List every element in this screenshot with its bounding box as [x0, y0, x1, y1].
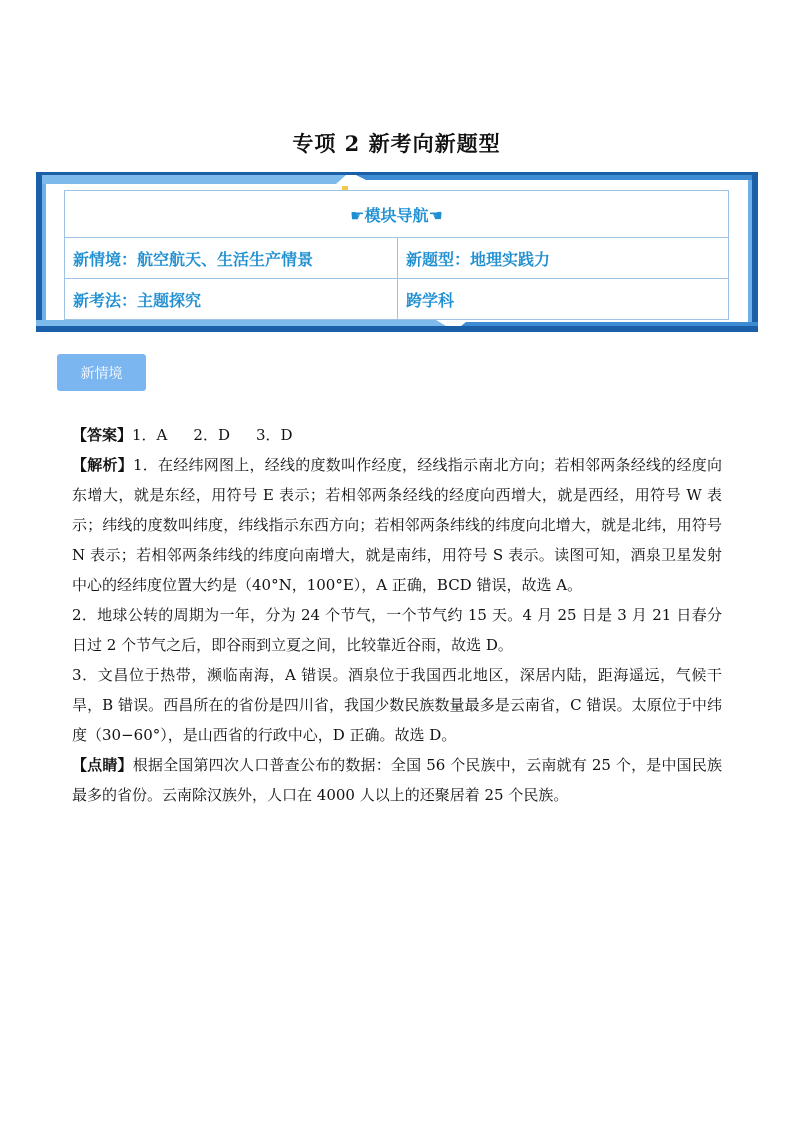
answer-label: 【答案】 — [72, 426, 133, 444]
answer-item: 2．D — [193, 426, 230, 444]
analysis-paragraph-1 — [72, 450, 722, 600]
nav-cell-new-question-type: 新题型：地理实践力 — [398, 238, 729, 279]
analysis-text-1: 1．在经纬网图上，经线的度数叫作经度，经线指示南北方向；若相邻两条经线的经度向东增大，就是东经，用符号 E 表示；若相邻两条经线的经度向西增大，就是西经，用符号 W 表示；纬线的度数叫纬度，纬线指示东西方向；若相邻两条纬线的纬度向北增大，就是北纬，用符号 N 表示；若相邻两条纬线的纬度向南增大，就是南纬，用符号 S 表示。读图可知，酒泉卫星发射中心的经纬度位置大约是（40°N，100°E），A 正确，BCD 错误，故选 A。 — [72, 456, 722, 594]
page-title: 专项 2 新考向新题型 — [292, 131, 501, 156]
tip-paragraph — [72, 750, 722, 810]
answer-item: 3．D — [255, 426, 293, 444]
answer-item: 1．A — [132, 426, 168, 444]
analysis-paragraph-3: 3．文昌位于热带，濒临南海，A 错误。酒泉位于我国西北地区，深居内陆，距海遥远，气候干旱，B 错误。西昌所在的省份是四川省，我国少数民族数量最多是云南省，C 错误。太原位于中纬度（30−60°），是山西省的行政中心，D 正确。故选 D。 — [72, 666, 722, 744]
answer-line — [72, 420, 722, 450]
analysis-paragraph-2: 2．地球公转的周期为一年，分为 24 个节气，一个节气约 15 天。4 月 25 日是 3 月 21 日春分日过 2 个节气之后，即谷雨到立夏之间，比较靠近谷雨，故选 D。 — [72, 606, 722, 654]
nav-cell-interdisciplinary: 跨学科 — [398, 279, 729, 320]
nav-header: ☛模块导航☚ — [65, 191, 729, 238]
tip-text: 根据全国第四次人口普查公布的数据：全国 56 个民族中，云南就有 25 个，是中国民族最多的省份。云南除汉族外，人口在 4000 人以上的还聚居着 25 个民族。 — [72, 756, 722, 804]
nav-cell-new-context: 新情境：航空航天、生活生产情景 — [65, 238, 398, 279]
answer-content — [72, 420, 722, 810]
nav-cell-new-method: 新考法：主题探究 — [65, 279, 398, 320]
section-badge: 新情境 — [57, 354, 146, 391]
tip-label: 【点睛】 — [72, 756, 133, 774]
module-nav-table — [64, 190, 729, 320]
analysis-label: 【解析】 — [72, 456, 133, 474]
